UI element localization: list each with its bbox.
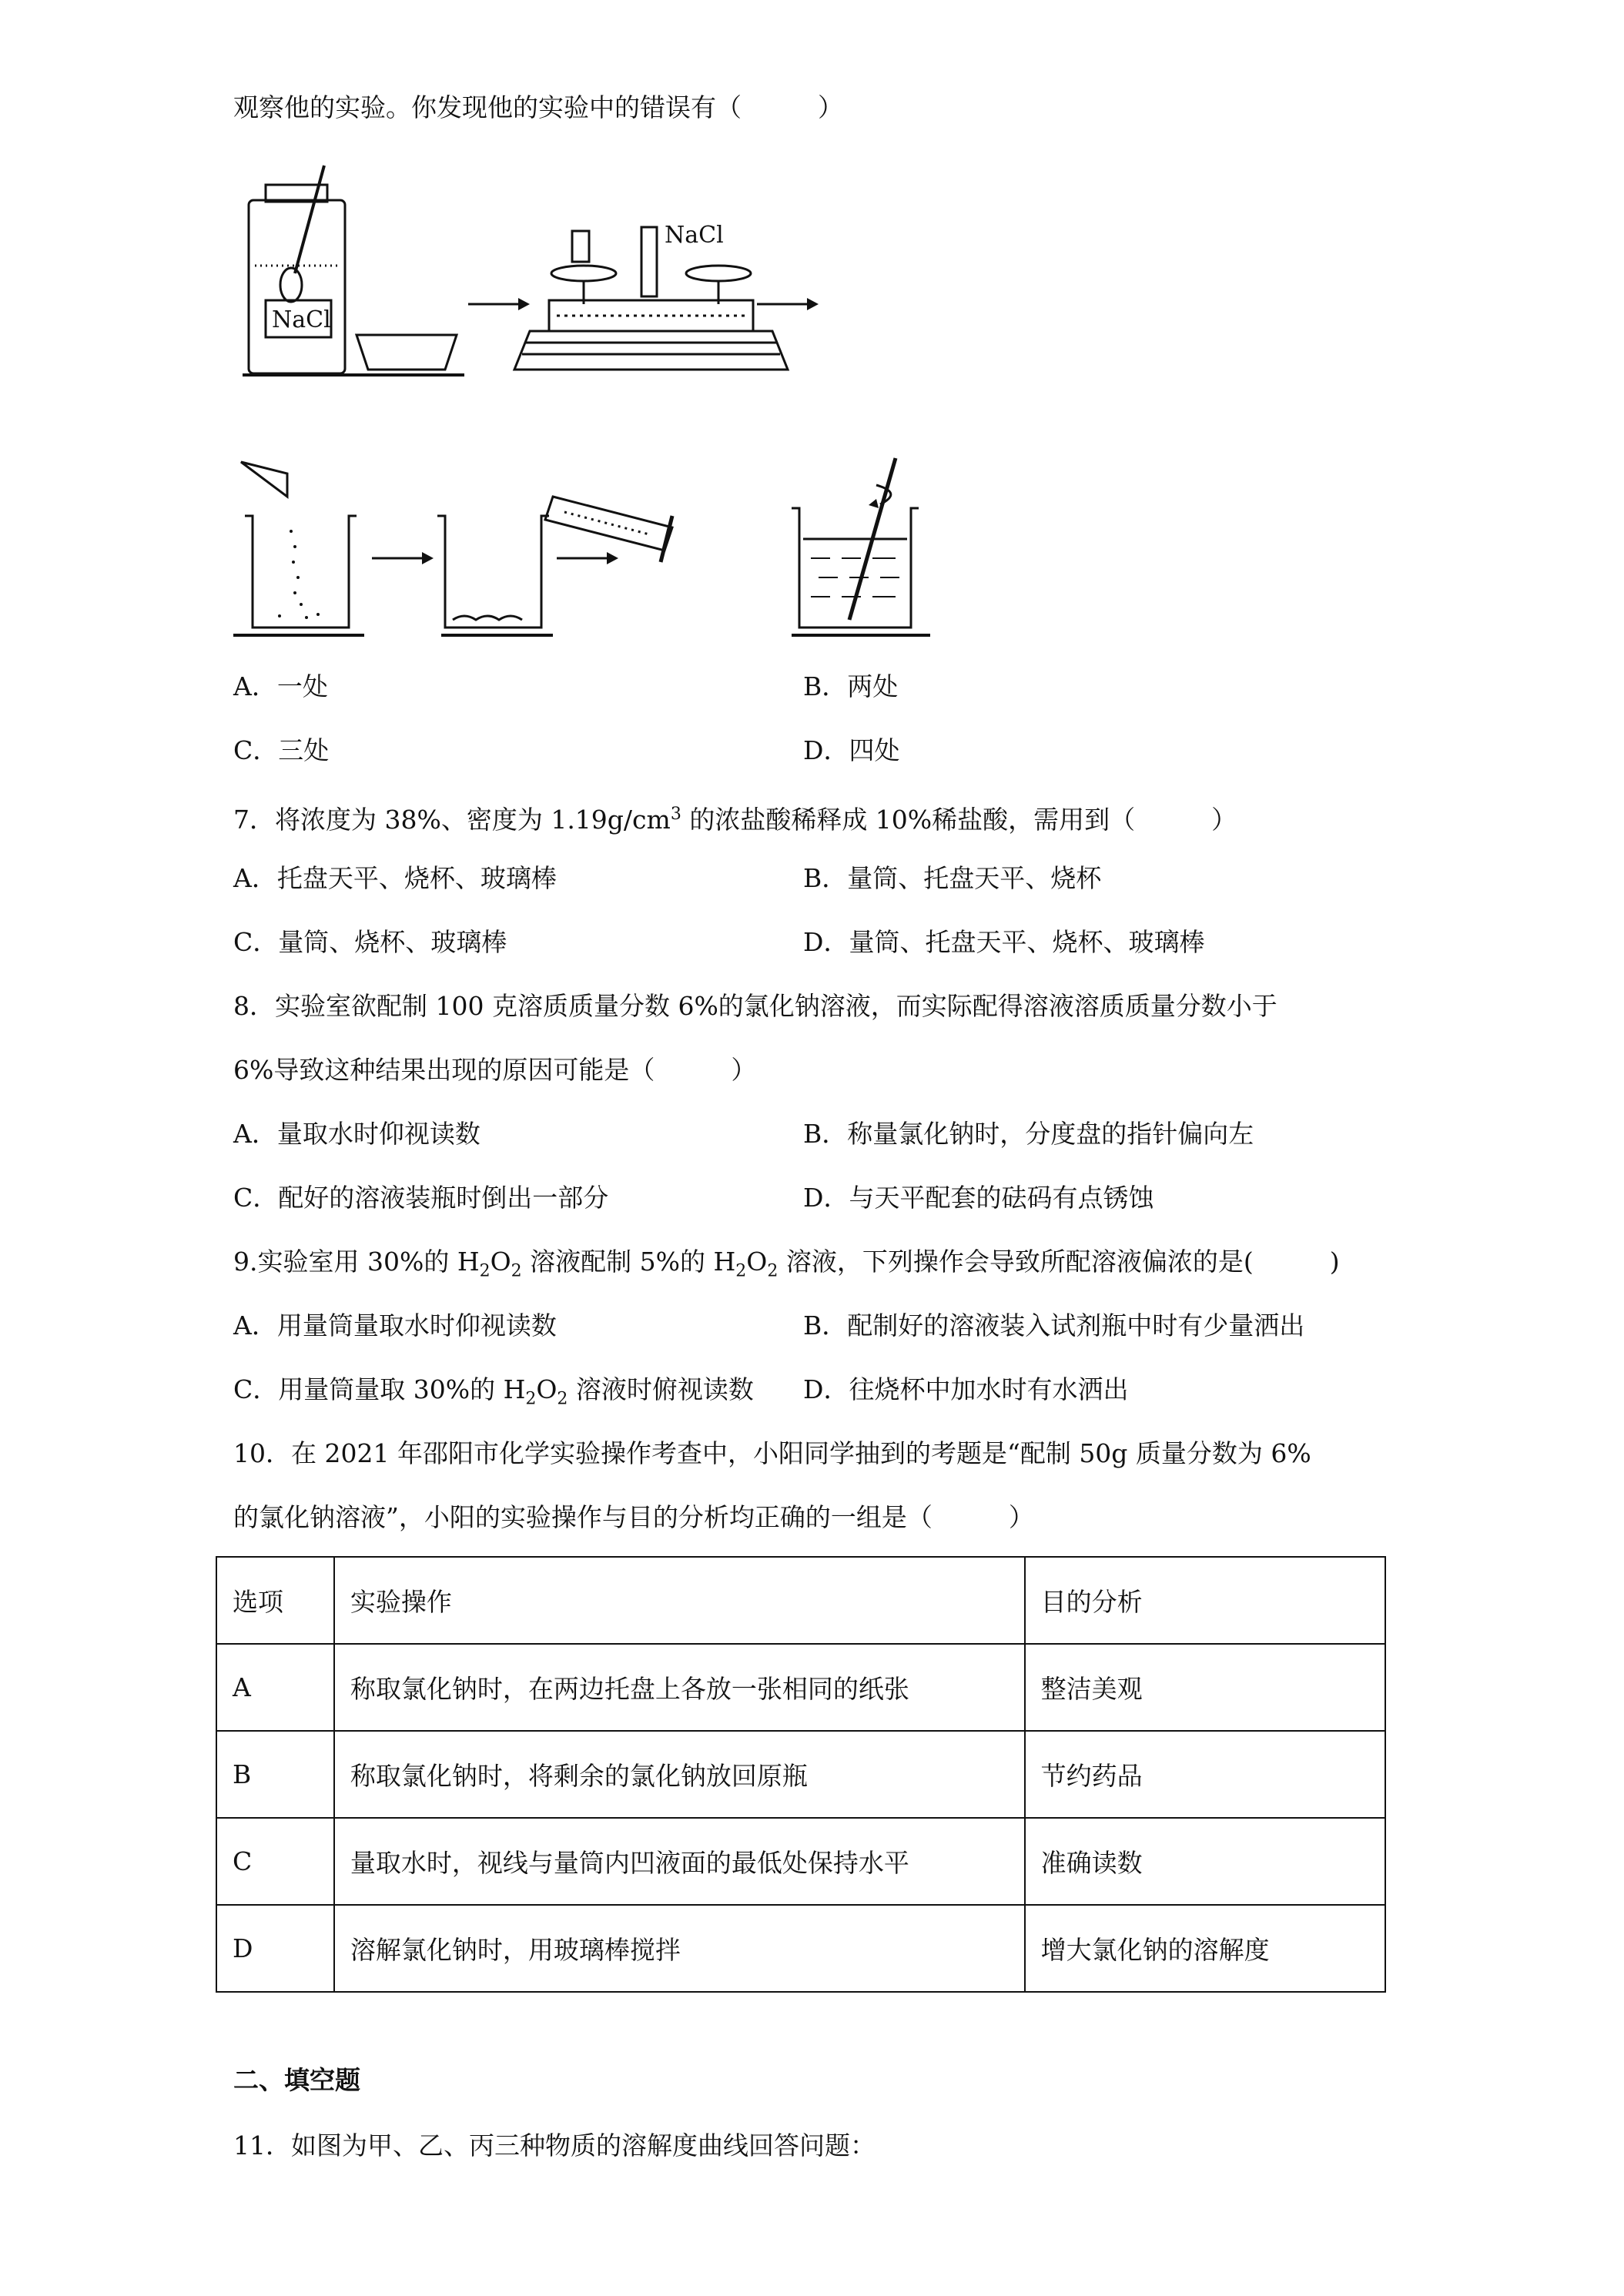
bottle-label: NaCl bbox=[272, 306, 331, 333]
q6-option-c: C．三处 bbox=[233, 735, 330, 765]
table-cell-option: C bbox=[216, 1818, 334, 1905]
q8-stem-line1: 8．实验室欲配制 100 克溶质质量分数 6%的氯化钠溶液，而实际配得溶液溶质质量分数小于 bbox=[233, 991, 1277, 1021]
beaker-icon bbox=[792, 508, 919, 628]
table-row bbox=[216, 1644, 1385, 1731]
q7-option-b: B．量筒、托盘天平、烧杯 bbox=[803, 863, 1102, 893]
table-header-cell: 目的分析 bbox=[1025, 1557, 1385, 1644]
arrow-icon bbox=[607, 552, 618, 564]
arrow-icon bbox=[518, 298, 530, 310]
table-cell-purpose: 节约药品 bbox=[1025, 1731, 1385, 1818]
table-cell-option: A bbox=[216, 1644, 334, 1731]
q9-option-b: B．配制好的溶液装入试剂瓶中时有少量洒出 bbox=[803, 1310, 1305, 1340]
table-cell-option: B bbox=[216, 1731, 334, 1818]
table-header-cell: 选项 bbox=[216, 1557, 334, 1644]
q6-figure-dissolving bbox=[233, 454, 957, 647]
reagent-bottle-icon bbox=[249, 166, 345, 373]
table-cell-operation: 称取氯化钠时，在两边托盘上各放一张相同的纸张 bbox=[334, 1644, 1025, 1731]
q11-stem: 11．如图为甲、乙、丙三种物质的溶解度曲线回答问题： bbox=[233, 2130, 876, 2160]
table-header-row bbox=[216, 1557, 1385, 1644]
q7-option-a: A．托盘天平、烧杯、玻璃棒 bbox=[233, 863, 557, 893]
balance-label: NaCl bbox=[665, 222, 724, 249]
beaker-icon bbox=[241, 462, 357, 628]
table-row bbox=[216, 1905, 1385, 1992]
q10-stem-line2: 的氯化钠溶液”，小阳的实验操作与目的分析均正确的一组是（ ） bbox=[233, 1502, 1034, 1532]
q9-option-c: C．用量筒量取 30%的 $H_2O_2$ 溶液时俯视读数 bbox=[233, 1374, 754, 1409]
q9-option-d: D．往烧杯中加水时有水洒出 bbox=[803, 1374, 1129, 1404]
table-cell-purpose: 增大氯化钠的溶解度 bbox=[1025, 1905, 1385, 1992]
q10-stem-line1: 10．在 2021 年邵阳市化学实验操作考查中，小阳同学抽到的考题是“配制 50g 质量分数为 6% bbox=[233, 1438, 1311, 1468]
balance-icon bbox=[514, 227, 788, 370]
table-cell-purpose: 整洁美观 bbox=[1025, 1644, 1385, 1731]
q6-option-a: A．一处 bbox=[233, 671, 328, 701]
q7-option-c: C．量筒、烧杯、玻璃棒 bbox=[233, 927, 507, 957]
table-cell-purpose: 准确读数 bbox=[1025, 1818, 1385, 1905]
q8-option-a: A．量取水时仰视读数 bbox=[233, 1119, 481, 1149]
q8-stem-line2: 6%导致这种结果出现的原因可能是（ ） bbox=[233, 1055, 757, 1085]
q10-table bbox=[216, 1556, 1386, 1993]
table-header-cell: 实验操作 bbox=[334, 1557, 1025, 1644]
q9-option-a: A．用量筒量取水时仰视读数 bbox=[233, 1310, 557, 1340]
table-row bbox=[216, 1818, 1385, 1905]
q6-stem: 观察他的实验。你发现他的实验中的错误有（ ） bbox=[233, 92, 843, 122]
table-row bbox=[216, 1731, 1385, 1818]
q7-option-d: D．量筒、托盘天平、烧杯、玻璃棒 bbox=[803, 927, 1205, 957]
graduated-cylinder-icon bbox=[545, 497, 672, 562]
beaker-icon bbox=[437, 516, 549, 628]
arrow-icon bbox=[422, 552, 434, 564]
table-cell-option: D bbox=[216, 1905, 334, 1992]
table-cell-operation: 溶解氯化钠时，用玻璃棒搅拌 bbox=[334, 1905, 1025, 1992]
weighing-dish-icon bbox=[357, 335, 457, 370]
table-cell-operation: 量取水时，视线与量筒内凹液面的最低处保持水平 bbox=[334, 1818, 1025, 1905]
q9-stem: 9.实验室用 30%的 $H_2O_2$ 溶液配制 5%的 $H_2O_2$ 溶液，下列操作会导致所配溶液偏浓的是( ) bbox=[233, 1247, 1340, 1281]
q6-option-d: D．四处 bbox=[803, 735, 900, 765]
q8-option-d: D．与天平配套的砝码有点锈蚀 bbox=[803, 1183, 1154, 1213]
q6-option-b: B．两处 bbox=[803, 671, 899, 701]
q8-option-c: C．配好的溶液装瓶时倒出一部分 bbox=[233, 1183, 609, 1213]
table-cell-operation: 称取氯化钠时，将剩余的氯化钠放回原瓶 bbox=[334, 1731, 1025, 1818]
q7-stem: 7．将浓度为 38%、密度为 $1.19g/cm^3$ 的浓盐酸稀释成 10%稀盐酸，需用到（ ） bbox=[233, 805, 1237, 835]
q6-figure-weighing bbox=[233, 158, 834, 389]
arrow-icon bbox=[807, 298, 819, 310]
section-title: 二、填空题 bbox=[233, 2065, 360, 2095]
q8-option-b: B．称量氯化钠时，分度盘的指针偏向左 bbox=[803, 1119, 1254, 1149]
